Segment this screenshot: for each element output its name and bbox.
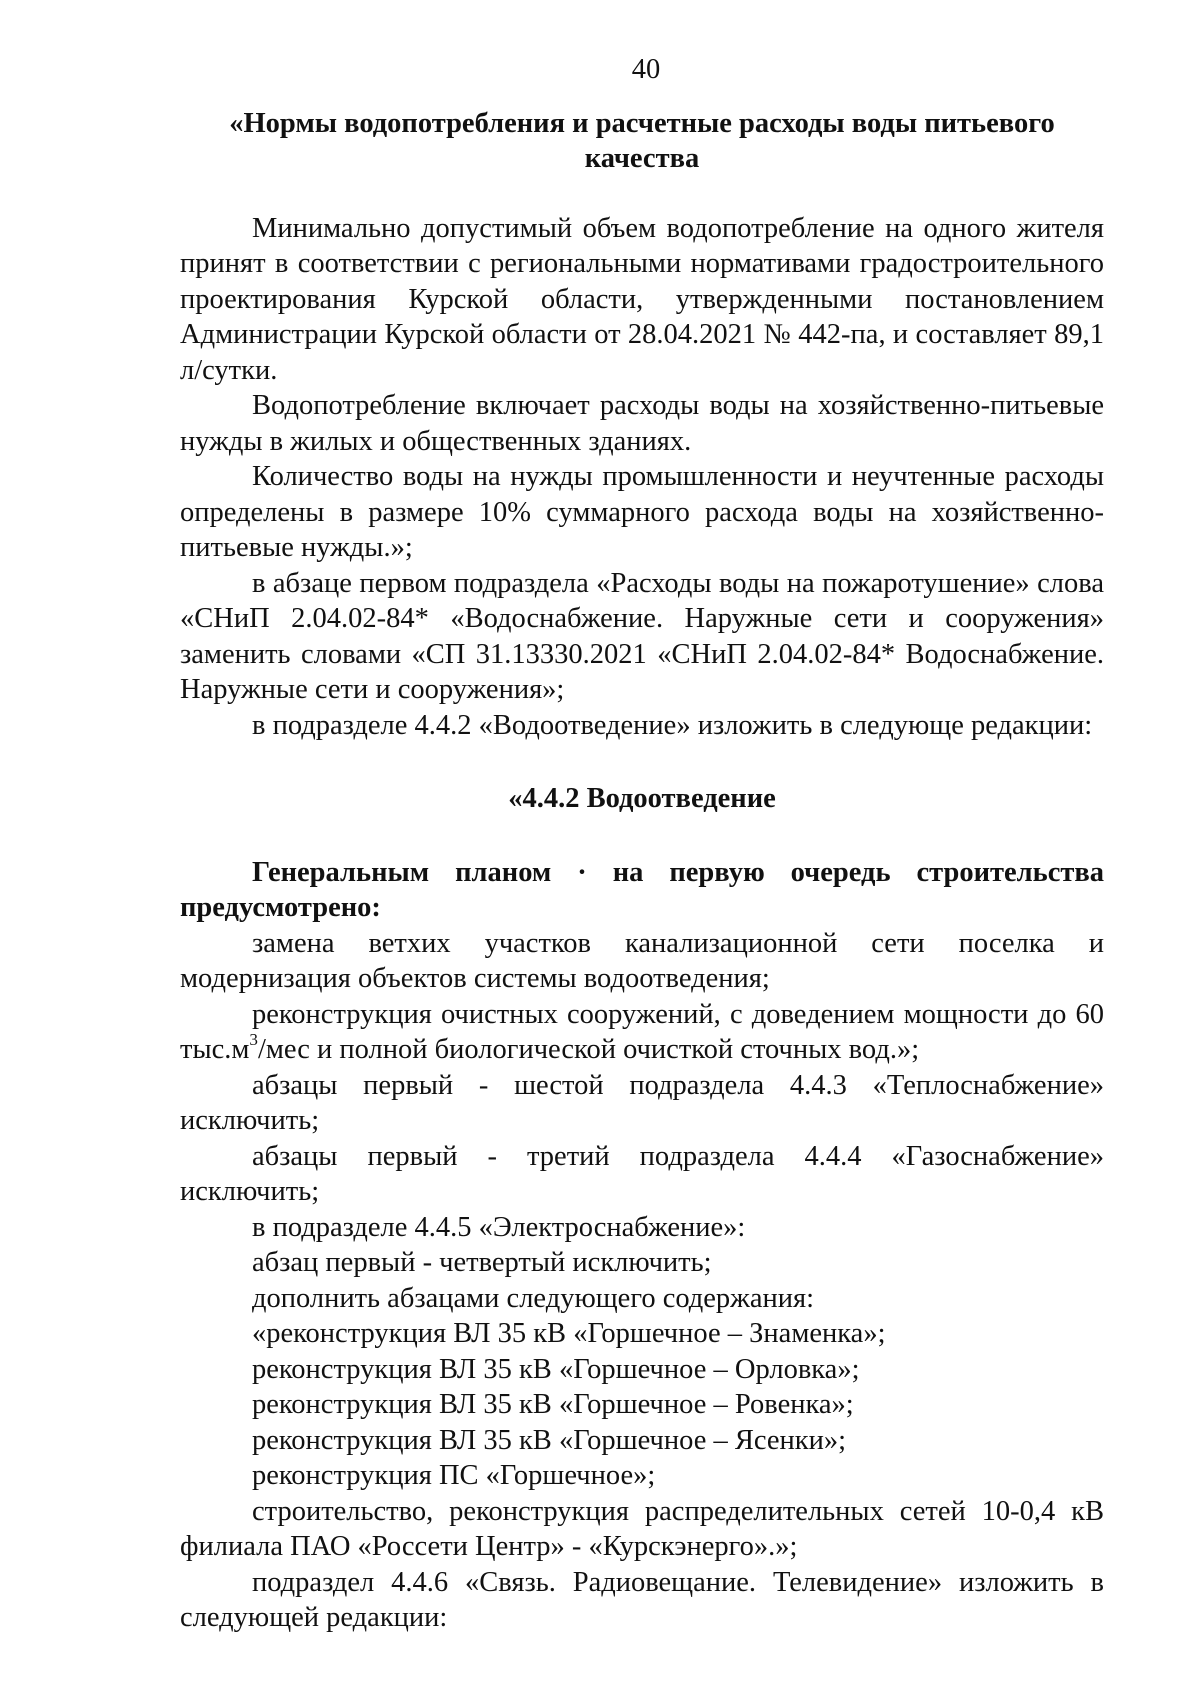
document-title: «Нормы водопотребления и расчетные расходы воды питьевого качества: [229, 107, 1055, 174]
paragraph-fire-fighting-amendment: в абзаце первом подраздела «Расходы воды на пожаротушение» слова «СНиП 2.04.02-84* «Водоснабжение. Наружные сети и сооружения» заменить словами «СП 31.13330.2021 «СНиП 2.04.02-84* Водоснабжение. Наружные сети и сооружения»;: [180, 567, 1104, 705]
page-number: 40: [631, 54, 661, 85]
treatment-text-after: /мес и полной биологической очисткой сточных вод.»;: [257, 1034, 920, 1065]
electro-line-rovenka: реконструкция ВЛ 35 кВ «Горшечное – Ровенка»;: [252, 1389, 854, 1420]
electro-line-intro: в подразделе 4.4.5 «Электроснабжение»:: [252, 1211, 746, 1243]
general-plan-lead: Генеральным планом · на первую очередь строительства предусмотрено:: [180, 856, 1104, 923]
treatment-text-before: реконструкция очистных сооружений, с доведением мощности до 60 тыс.м: [180, 998, 1104, 1065]
paragraph-distribution-networks: строительство, реконструкция распределительных сетей 10-0,4 кВ филиала ПАО «Россети Центр» - «Курскэнерго».»;: [180, 1495, 1104, 1562]
paragraph-min-consumption: Минимально допустимый объем водопотребление на одного жителя принят в соответствии с региональными нормативами градостроительного проектирования Курской области, утвержденными постановлением Администрации Курской области от 28.04.2021 № 442-па, и составляет 89,1 л/сутки.: [180, 212, 1104, 386]
cubic-superscript: 3: [249, 1030, 258, 1050]
paragraph-gas-supply-exclude: абзацы первый - третий подраздела 4.4.4 «Газоснабжение» исключить;: [180, 1140, 1104, 1207]
section-heading-drainage: «4.4.2 Водоотведение: [508, 783, 776, 814]
electro-line-exclude: абзац первый - четвертый исключить;: [252, 1247, 712, 1278]
paragraph-consumption-includes: Водопотребление включает расходы воды на хозяйственно-питьевые нужды в жилых и общественных зданиях.: [180, 390, 1104, 457]
electro-line-orlovka: реконструкция ВЛ 35 кВ «Горшечное – Орловка»;: [252, 1353, 860, 1385]
electro-line-supplement: дополнить абзацами следующего содержания:: [252, 1282, 815, 1314]
paragraph-industry-water: Количество воды на нужды промышленности и неучтенные расходы определены в размере 10% суммарного расхода воды на хозяйственно-питьевые нужды.»;: [180, 461, 1104, 563]
paragraph-communications: подраздел 4.4.6 «Связь. Радиовещание. Телевидение» изложить в следующей редакции:: [180, 1566, 1104, 1633]
item-treatment-reconstruction: [180, 997, 1104, 1068]
paragraph-drainage-amendment: в подразделе 4.4.2 «Водоотведение» изложить в следующе редакции:: [252, 709, 1093, 741]
document-page: [180, 52, 1104, 1636]
electro-line-znamenka: «реконструкция ВЛ 35 кВ «Горшечное – Знаменка»;: [252, 1318, 886, 1349]
paragraph-heat-supply-exclude: абзацы первый - шестой подраздела 4.4.3 «Теплоснабжение» исключить;: [180, 1069, 1104, 1136]
electro-line-yasenki: реконструкция ВЛ 35 кВ «Горшечное – Ясенки»;: [252, 1424, 847, 1456]
item-replace-sewer: замена ветхих участков канализационной сети поселка и модернизация объектов системы водоотведения;: [180, 927, 1104, 994]
electro-line-substation: реконструкция ПС «Горшечное»;: [252, 1460, 656, 1491]
